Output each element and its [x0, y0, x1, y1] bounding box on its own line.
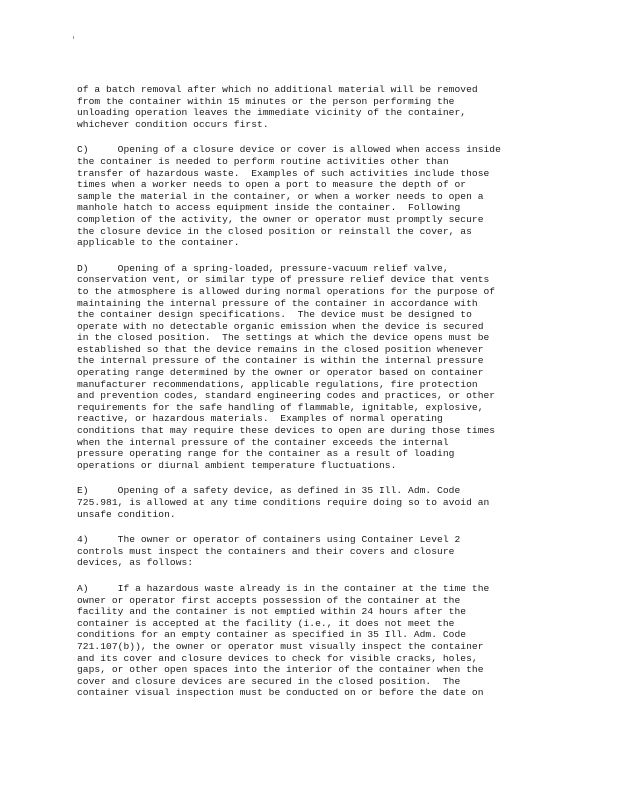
text-line: C) Opening of a closure device or cover is allowed when access inside — [77, 144, 501, 156]
text-line: established so that the device remains in the closed position whenever — [77, 343, 484, 355]
text-line: gaps, or other open spaces into the interior of the container when the — [77, 664, 484, 676]
text-line: conservation vent, or similar type of pressure relief device that vents — [77, 274, 490, 286]
paragraph-d — [77, 263, 547, 472]
text-line: E) Opening of a safety device, as defined in 35 Ill. Adm. Code — [77, 485, 461, 497]
text-line: whichever condition occurs first. — [77, 118, 269, 130]
text-line: completion of the activity, the owner or operator must promptly secure — [77, 213, 484, 225]
text-line: container visual inspection must be conducted on or before the date on — [77, 687, 484, 699]
text-line: devices, as follows: — [77, 557, 194, 569]
paragraph-a — [77, 583, 547, 699]
text-line: cover and closure devices are secured in the closed position. The — [77, 675, 461, 687]
text-line: of a batch removal after which no additional material will be removed — [77, 84, 478, 95]
text-line: from the container within 15 minutes or the person performing the — [77, 95, 455, 107]
text-line: conditions that may require these devices to open are during those times — [77, 425, 496, 437]
paragraph-e — [77, 485, 547, 520]
text-line: operations or diurnal ambient temperature fluctuations. — [77, 459, 397, 471]
text-line: unloading operation leaves the immediate vicinity of the container, — [77, 107, 467, 119]
text-line: requirements for the safe handling of flammable, ignitable, explosive, — [77, 401, 484, 413]
text-line: conditions for an empty container as specified in 35 Ill. Adm. Code — [77, 629, 467, 641]
text-line: operate with no detectable organic emission when the device is secured — [77, 320, 484, 332]
text-line: 4) The owner or operator of containers using Container Level 2 — [77, 534, 461, 546]
text-line: transfer of hazardous waste. Examples of such activities include those — [77, 167, 490, 179]
document-body — [77, 84, 547, 713]
text-line: times when a worker needs to open a port to measure the depth of or — [77, 179, 467, 191]
text-line: manhole hatch to access equipment inside the container. Following — [77, 202, 461, 214]
text-line: 725.981, is allowed at any time conditions require doing so to avoid an — [77, 497, 490, 508]
text-line: the internal pressure of the container is within the internal pressure — [77, 355, 484, 367]
text-line: and prevention codes, standard engineering codes and practices, or other — [77, 390, 496, 402]
text-line: unsafe condition. — [77, 508, 176, 520]
text-line: A) If a hazardous waste already is in the container at the time the — [77, 582, 490, 594]
text-line: pressure operating range for the container as a result of loading — [77, 448, 455, 460]
text-line: when the internal pressure of the container exceeds the internal — [77, 436, 449, 448]
text-line: the container design specifications. The device must be designed to — [77, 309, 472, 321]
text-line: sample the material in the container, or when a worker needs to open a — [77, 190, 484, 202]
text-line: controls must inspect the containers and their covers and closure — [77, 545, 455, 557]
scan-speck — [73, 36, 74, 39]
text-line: operating range determined by the owner or operator based on container — [77, 367, 484, 379]
text-line: maintaining the internal pressure of the container in accordance with — [77, 297, 478, 309]
text-line: applicable to the container. — [77, 237, 240, 249]
text-line: manufacturer recommendations, applicable regulations, fire protection — [77, 378, 478, 390]
text-line: to the atmosphere is allowed during normal operations for the purpose of — [77, 285, 496, 297]
text-line: the container is needed to perform routine activities other than — [77, 155, 449, 167]
paragraph-batch-removal — [77, 84, 547, 130]
text-line: container is accepted at the facility (i.e., it does not meet the — [77, 617, 455, 629]
text-line: facility and the container is not emptied within 24 hours after the — [77, 606, 467, 618]
text-line: the closure device in the closed position or reinstall the cover, as — [77, 225, 472, 237]
paragraph-4 — [77, 534, 547, 569]
text-line: and its cover and closure devices to check for visible cracks, holes, — [77, 652, 478, 664]
text-line: D) Opening of a spring-loaded, pressure-vacuum relief valve, — [77, 262, 449, 274]
text-line: owner or operator first accepts possession of the container at the — [77, 594, 461, 606]
text-line: reactive, or hazardous materials. Examples of normal operating — [77, 413, 443, 425]
text-line: 721.107(b)), the owner or operator must visually inspect the container — [77, 640, 484, 652]
paragraph-c — [77, 144, 547, 248]
text-line: in the closed position. The settings at which the device opens must be — [77, 332, 490, 344]
